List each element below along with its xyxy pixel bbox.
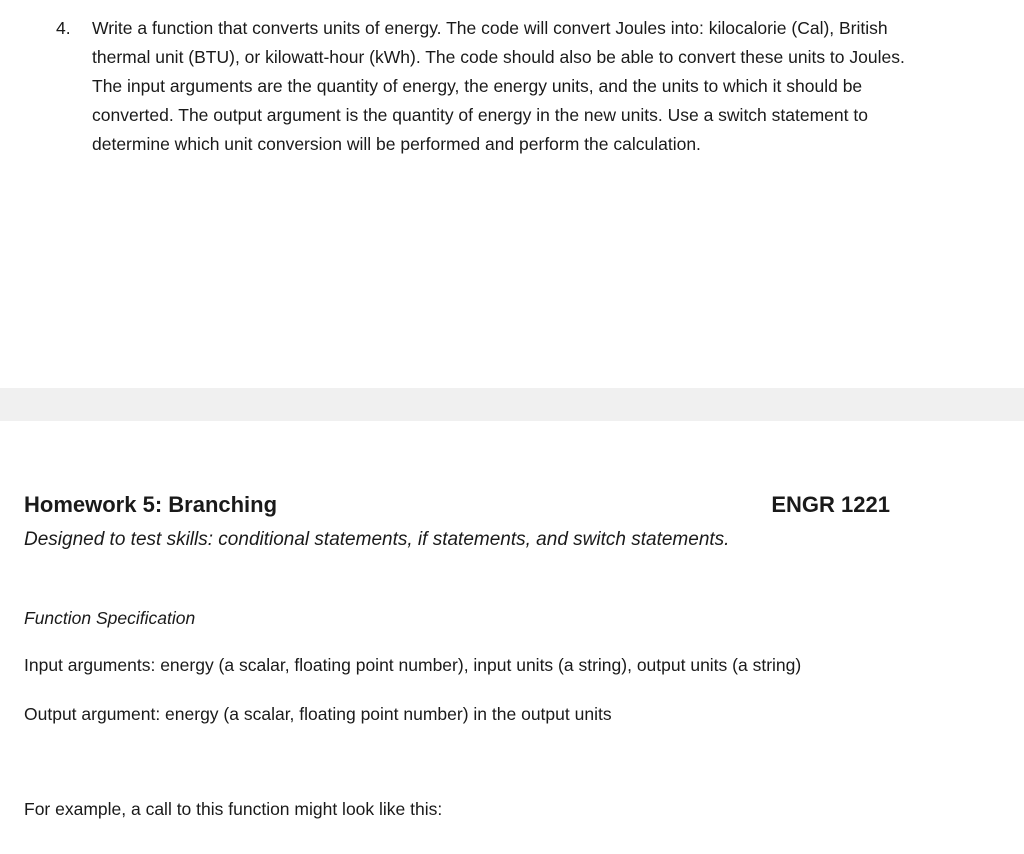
page-bottom (0, 421, 1024, 854)
page-separator (0, 388, 1024, 421)
problem-text: Write a function that converts units of energy. The code will convert Joules into: kilocalorie (Cal), British thermal unit (BTU), or kilowatt-hour (kWh). The code should also be able to convert these units to Joules. The input arguments are the quantity of energy, the energy units, and the units to which it should be converted. The output argument is the quantity of energy in the new units. Use a switch statement to determine which unit conversion will be performed and perform the calculation. (92, 18, 905, 154)
problem-4 (56, 14, 916, 159)
course-code: ENGR 1221 (771, 492, 890, 517)
problem-number: 4. (56, 18, 71, 38)
homework-header (24, 491, 890, 519)
homework-subtitle: Designed to test skills: conditional statements, if statements, and switch statements. (24, 529, 730, 550)
input-arguments-text: Input arguments: energy (a scalar, floating point number), input units (a string), output units (a string) (24, 655, 802, 675)
page-top (0, 0, 1024, 388)
example-intro-text: For example, a call to this function might look like this: (24, 799, 443, 819)
homework-title: Homework 5: Branching (24, 492, 278, 517)
section-label-function-specification: Function Specification (24, 608, 196, 628)
output-argument-text: Output argument: energy (a scalar, floating point number) in the output units (24, 704, 612, 724)
